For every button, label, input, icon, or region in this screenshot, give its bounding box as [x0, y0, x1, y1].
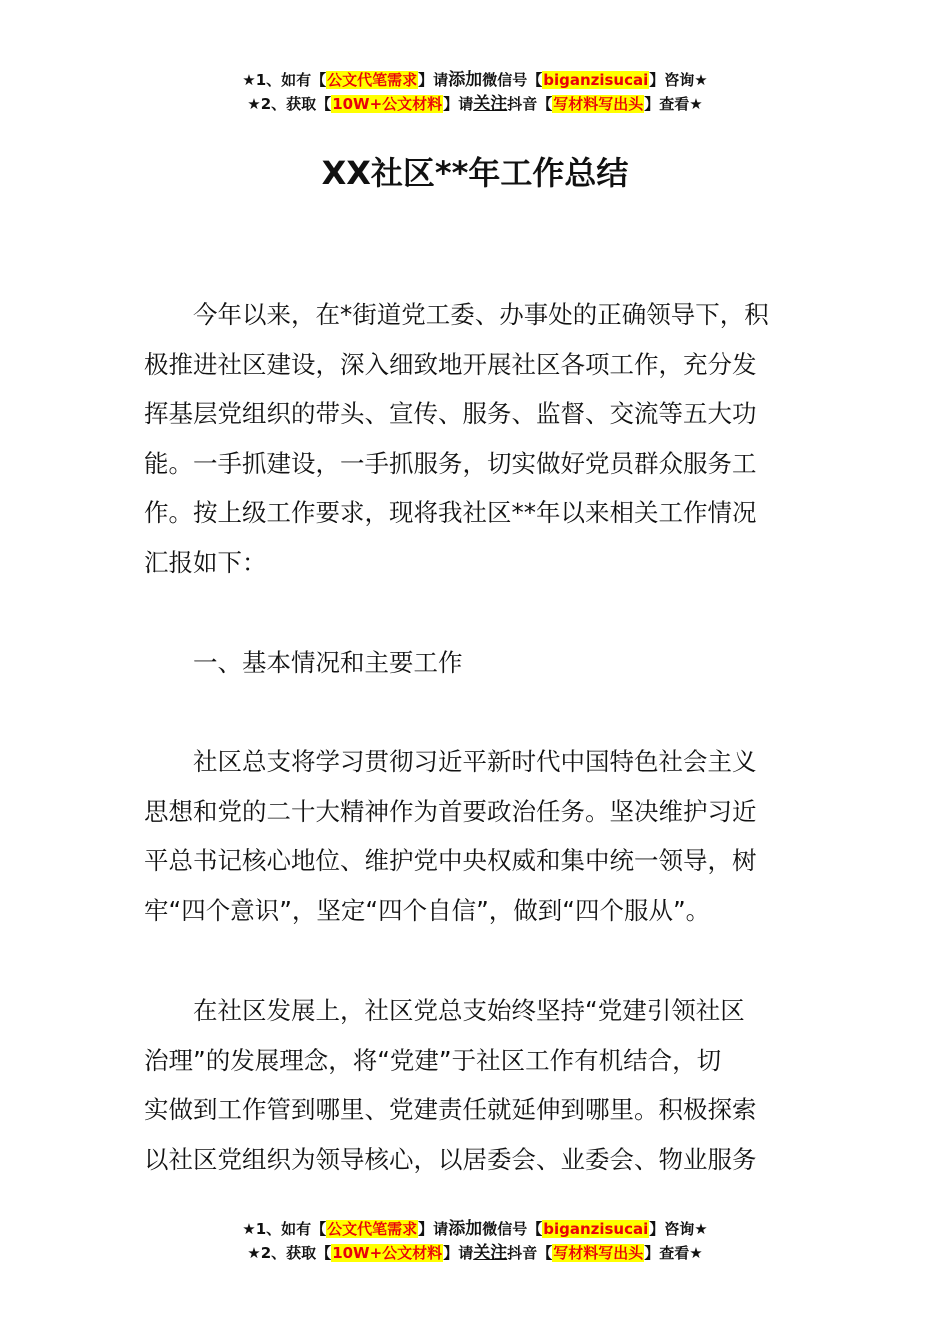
banner-line-2 — [0, 92, 950, 116]
text-line: 挥基层党组织的带头、宣传、服务、监督、交流等五大功 — [144, 399, 757, 429]
text-line: 牢“四个意识”，坚定“四个自信”，做到“四个服从”。 — [144, 895, 711, 925]
star-icon: ★ — [689, 1244, 703, 1262]
banner-text: 1、如有【 — [255, 1220, 327, 1238]
banner-text: 2、获取【 — [260, 95, 332, 113]
banner-text: 2、获取【 — [260, 1244, 332, 1262]
star-icon: ★ — [247, 95, 261, 113]
star-icon: ★ — [689, 95, 703, 113]
text-line: 极推进社区建设，深入细致地开展社区各项工作，充分发 — [144, 349, 757, 379]
highlight-douyin: 写材料写出头 — [553, 95, 644, 113]
banner-text: 抖音【 — [507, 95, 553, 113]
banner-text: 抖音【 — [507, 1244, 553, 1262]
text-line: 在社区发展上，社区党总支始终坚持“党建引领社区 — [193, 996, 745, 1025]
banner-text: 】请 — [443, 95, 474, 113]
section-heading-text: 一、基本情况和主要工作 — [193, 648, 463, 677]
highlight-ghostwriting: 公文代笔需求 — [327, 71, 418, 89]
banner-line-1 — [0, 1217, 950, 1241]
banner-line-1 — [0, 68, 950, 92]
paragraph-intro — [144, 290, 808, 588]
paragraph-study — [144, 737, 808, 935]
section-heading — [144, 638, 808, 688]
banner-follow-word: 关注 — [473, 1243, 508, 1263]
star-icon: ★ — [242, 71, 256, 89]
text-line: 以社区党组织为领导核心，以居委会、业委会、物业服务 — [144, 1144, 757, 1174]
banner-text: 】查看 — [644, 95, 690, 113]
star-icon: ★ — [242, 1220, 256, 1238]
highlight-materials: 10W+公文材料 — [332, 95, 443, 113]
banner-text: 】请 — [418, 71, 449, 89]
banner-text: 】请 — [418, 1220, 449, 1238]
banner-line-2 — [0, 1241, 950, 1265]
text-line: 作。按上级工作要求，现将我社区**年以来相关工作情况 — [144, 498, 757, 528]
text-line: 实做到工作管到哪里、党建责任就延伸到哪里。积极探索 — [144, 1095, 757, 1125]
highlight-wechat-id: biganzisucai — [543, 71, 649, 89]
highlight-ghostwriting: 公文代笔需求 — [327, 1220, 418, 1238]
text-line: 平总书记核心地位、维护党中央权威和集中统一领导，树 — [144, 846, 757, 876]
star-icon: ★ — [694, 1220, 708, 1238]
star-icon: ★ — [247, 1244, 261, 1262]
text-line: 汇报如下： — [144, 547, 267, 577]
text-line: 社区总支将学习贯彻习近平新时代中国特色社会主义 — [193, 747, 757, 776]
banner-text: 】查看 — [644, 1244, 690, 1262]
paragraph-development — [144, 986, 808, 1184]
banner-text: 微信号【 — [482, 71, 543, 89]
highlight-wechat-id: biganzisucai — [543, 1220, 649, 1238]
banner-follow-word: 关注 — [473, 94, 508, 114]
header-banner — [0, 68, 950, 116]
footer-banner — [0, 1217, 950, 1265]
banner-add-word: 添加 — [448, 70, 483, 90]
text-line: 治理”的发展理念，将“党建”于社区工作有机结合，切 — [144, 1045, 722, 1075]
document-title: XX社区**年工作总结 — [321, 154, 629, 192]
banner-text: 】咨询 — [649, 1220, 695, 1238]
highlight-materials: 10W+公文材料 — [332, 1244, 443, 1262]
text-line: 今年以来，在*街道党工委、办事处的正确领导下，积 — [193, 300, 769, 329]
banner-text: 1、如有【 — [255, 71, 327, 89]
banner-text: 】请 — [443, 1244, 474, 1262]
text-line: 思想和党的二十大精神作为首要政治任务。坚决维护习近 — [144, 796, 757, 826]
star-icon: ★ — [694, 71, 708, 89]
highlight-douyin: 写材料写出头 — [553, 1244, 644, 1262]
banner-text: 微信号【 — [482, 1220, 543, 1238]
text-line: 能。一手抓建设，一手抓服务，切实做好党员群众服务工 — [144, 448, 757, 478]
banner-text: 】咨询 — [649, 71, 695, 89]
banner-add-word: 添加 — [448, 1219, 483, 1239]
